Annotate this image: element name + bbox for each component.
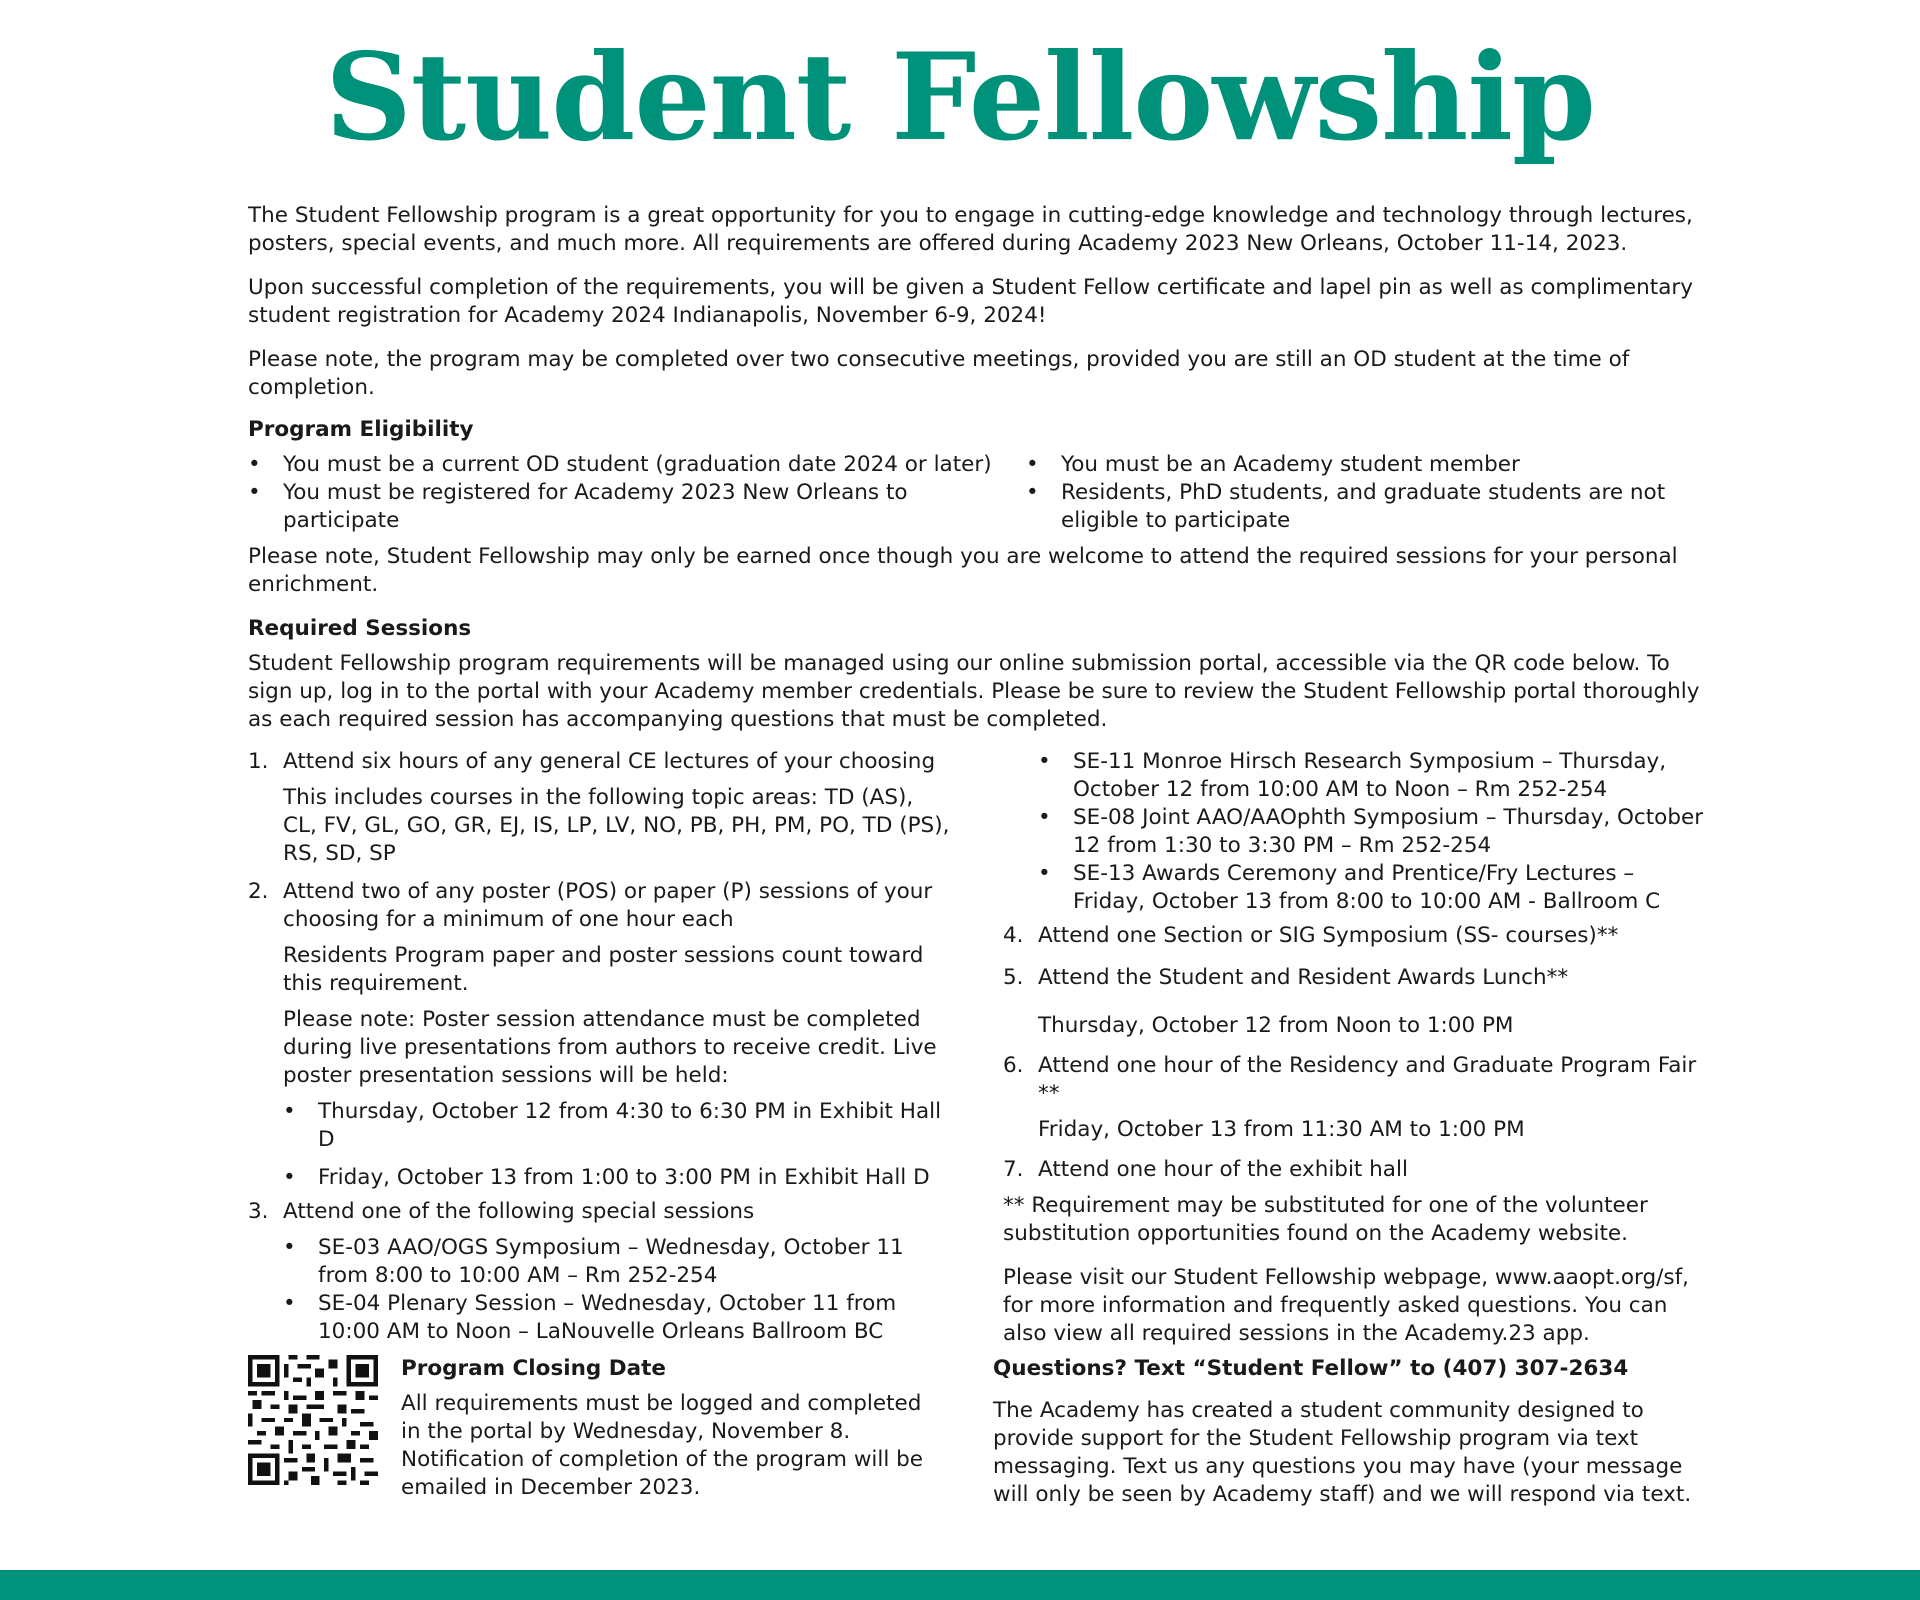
eligibility-item: • You must be registered for Academy 2023 New Orleans to participate (248, 479, 1026, 535)
requirement-number: 4. (1003, 923, 1024, 948)
requirement-footnote: ** Requirement may be substituted for one of the volunteer substitution opportunities found on the Academy website. (1003, 1193, 1648, 1246)
requirement-text: Attend one Section or SIG Symposium (SS- courses)** (1038, 923, 1619, 948)
requirement-text: Attend one hour of the exhibit hall (1038, 1157, 1408, 1182)
intro-paragraph-1: The Student Fellowship program is a great opportunity for you to engage in cutting-edge knowledge and technology through lectures, posters, special events, and much more. All requirements are offered during Academy 2023 New Orleans, October 11-14, 2023. (248, 203, 1693, 256)
special-session-list (283, 1234, 953, 1346)
requirement-detail: Please note: Poster session attendance must be completed during live presentations from authors to receive credit. Live poster presentation sessions will be held: (283, 1007, 937, 1088)
requirement-item (1003, 922, 1708, 950)
eligibility-list (248, 451, 1708, 535)
closing-date-heading: Program Closing Date (401, 1356, 667, 1381)
special-session-list (1038, 748, 1708, 916)
requirement-number: 6. (1003, 1053, 1024, 1078)
eligibility-list-left (248, 451, 1026, 535)
poster-session-list (283, 1098, 953, 1192)
requirement-number: 1. (248, 749, 269, 774)
requirement-item (1003, 1156, 1708, 1184)
requirement-number: 5. (1003, 965, 1024, 990)
eligibility-item: • You must be an Academy student member (1026, 451, 1708, 479)
special-session-item: • SE-03 AAO/OGS Symposium – Wednesday, October 11 from 8:00 to 10:00 AM – Rm 252-254 (283, 1234, 953, 1290)
poster-session-item: • Friday, October 13 from 1:00 to 3:00 PM in Exhibit Hall D (283, 1164, 953, 1192)
closing-date-text: All requirements must be logged and completed in the portal by Wednesday, November 8. Notification of completion of the program will be emailed in December 2023. (401, 1391, 924, 1500)
requirement-number: 7. (1003, 1157, 1024, 1182)
requirement-item (1003, 964, 1708, 1040)
eligibility-item: • Residents, PhD students, and graduate students are not eligible to participate (1026, 479, 1708, 535)
questions-text: The Academy has created a student community designed to provide support for the Student Fellowship program via text messaging. Text us any questions you may have (your message will only be seen by Academy staff) and we will respond via text. (993, 1398, 1692, 1507)
special-session-item: • SE-08 Joint AAO/AAOphth Symposium – Thursday, October 12 from 1:30 to 3:30 PM – Rm 252-254 (1038, 804, 1708, 860)
required-sessions-intro: Student Fellowship program requirements will be managed using our online submission portal, accessible via the QR code below. To sign up, log in to the portal with your Academy member credentials. Please be sure to review the Student Fellowship portal thoroughly as each required session has accompanying questions that must be completed. (248, 651, 1700, 732)
footer-accent-bar (0, 1570, 1920, 1600)
page-title: Student Fellowship (325, 27, 1595, 168)
requirement-item (248, 878, 953, 1192)
questions-block (993, 1355, 1708, 1509)
main-content (248, 202, 1708, 1348)
special-session-item: • SE-04 Plenary Session – Wednesday, October 11 from 10:00 AM to Noon – LaNouvelle Orleans Ballroom BC (283, 1290, 953, 1346)
special-session-item: • SE-13 Awards Ceremony and Prentice/Fry Lectures – Friday, October 13 from 8:00 to 10:00 AM - Ballroom C (1038, 860, 1708, 916)
qr-code-icon[interactable] (248, 1355, 378, 1485)
requirement-number: 3. (248, 1199, 269, 1224)
requirements-column-right (1003, 748, 1708, 1348)
requirement-text: Attend one of the following special sessions (283, 1199, 755, 1224)
requirements-columns (248, 748, 1708, 1348)
special-session-item: • SE-11 Monroe Hirsch Research Symposium – Thursday, October 12 from 10:00 AM to Noon – Rm 252-254 (1038, 748, 1708, 804)
requirement-text: Attend the Student and Resident Awards Lunch** (1038, 965, 1569, 990)
requirements-column-left (248, 748, 953, 1348)
closing-date-block (401, 1355, 931, 1502)
intro-paragraph-2: Upon successful completion of the requirements, you will be given a Student Fellow certificate and lapel pin as well as complimentary student registration for Academy 2024 Indianapolis, November 6-9, 2024! (248, 275, 1693, 328)
requirement-detail: Residents Program paper and poster sessions count toward this requirement. (283, 943, 924, 996)
requirement-item (1003, 1052, 1708, 1144)
eligibility-heading: Program Eligibility (248, 417, 474, 442)
eligibility-note: Please note, Student Fellowship may only be earned once though you are welcome to attend the required sessions for your personal enrichment. (248, 544, 1678, 597)
requirement-text: Attend two of any poster (POS) or paper (P) sessions of your choosing for a minimum of one hour each (283, 879, 933, 932)
requirement-text: Attend six hours of any general CE lectures of your choosing (283, 749, 936, 774)
requirement-item (248, 748, 953, 868)
required-sessions-heading: Required Sessions (248, 616, 472, 641)
visit-webpage-note: Please visit our Student Fellowship webpage, www.aaopt.org/sf, for more information and frequently asked questions. You can also view all required sessions in the Academy.23 app. (1003, 1265, 1690, 1346)
requirement-detail: Thursday, October 12 from Noon to 1:00 PM (1038, 1013, 1514, 1038)
eligibility-item: • You must be a current OD student (graduation date 2024 or later) (248, 451, 1026, 479)
requirement-text: Attend one hour of the Residency and Graduate Program Fair ** (1038, 1053, 1697, 1106)
eligibility-list-right (1026, 451, 1708, 535)
requirement-detail: Friday, October 13 from 11:30 AM to 1:00 PM (1038, 1117, 1525, 1142)
requirement-number: 2. (248, 879, 269, 904)
intro-paragraph-3: Please note, the program may be completed over two consecutive meetings, provided you are still an OD student at the time of completion. (248, 347, 1630, 400)
requirement-item (248, 1198, 953, 1346)
poster-session-item: • Thursday, October 12 from 4:30 to 6:30 PM in Exhibit Hall D (283, 1098, 953, 1154)
questions-heading: Questions? Text “Student Fellow” to (407) 307-2634 (993, 1356, 1629, 1381)
requirement-detail: This includes courses in the following topic areas: TD (AS), CL, FV, GL, GO, GR, EJ, IS, LP, LV, NO, PB, PH, PM, PO, TD (PS), RS, SD, SP (283, 785, 950, 866)
